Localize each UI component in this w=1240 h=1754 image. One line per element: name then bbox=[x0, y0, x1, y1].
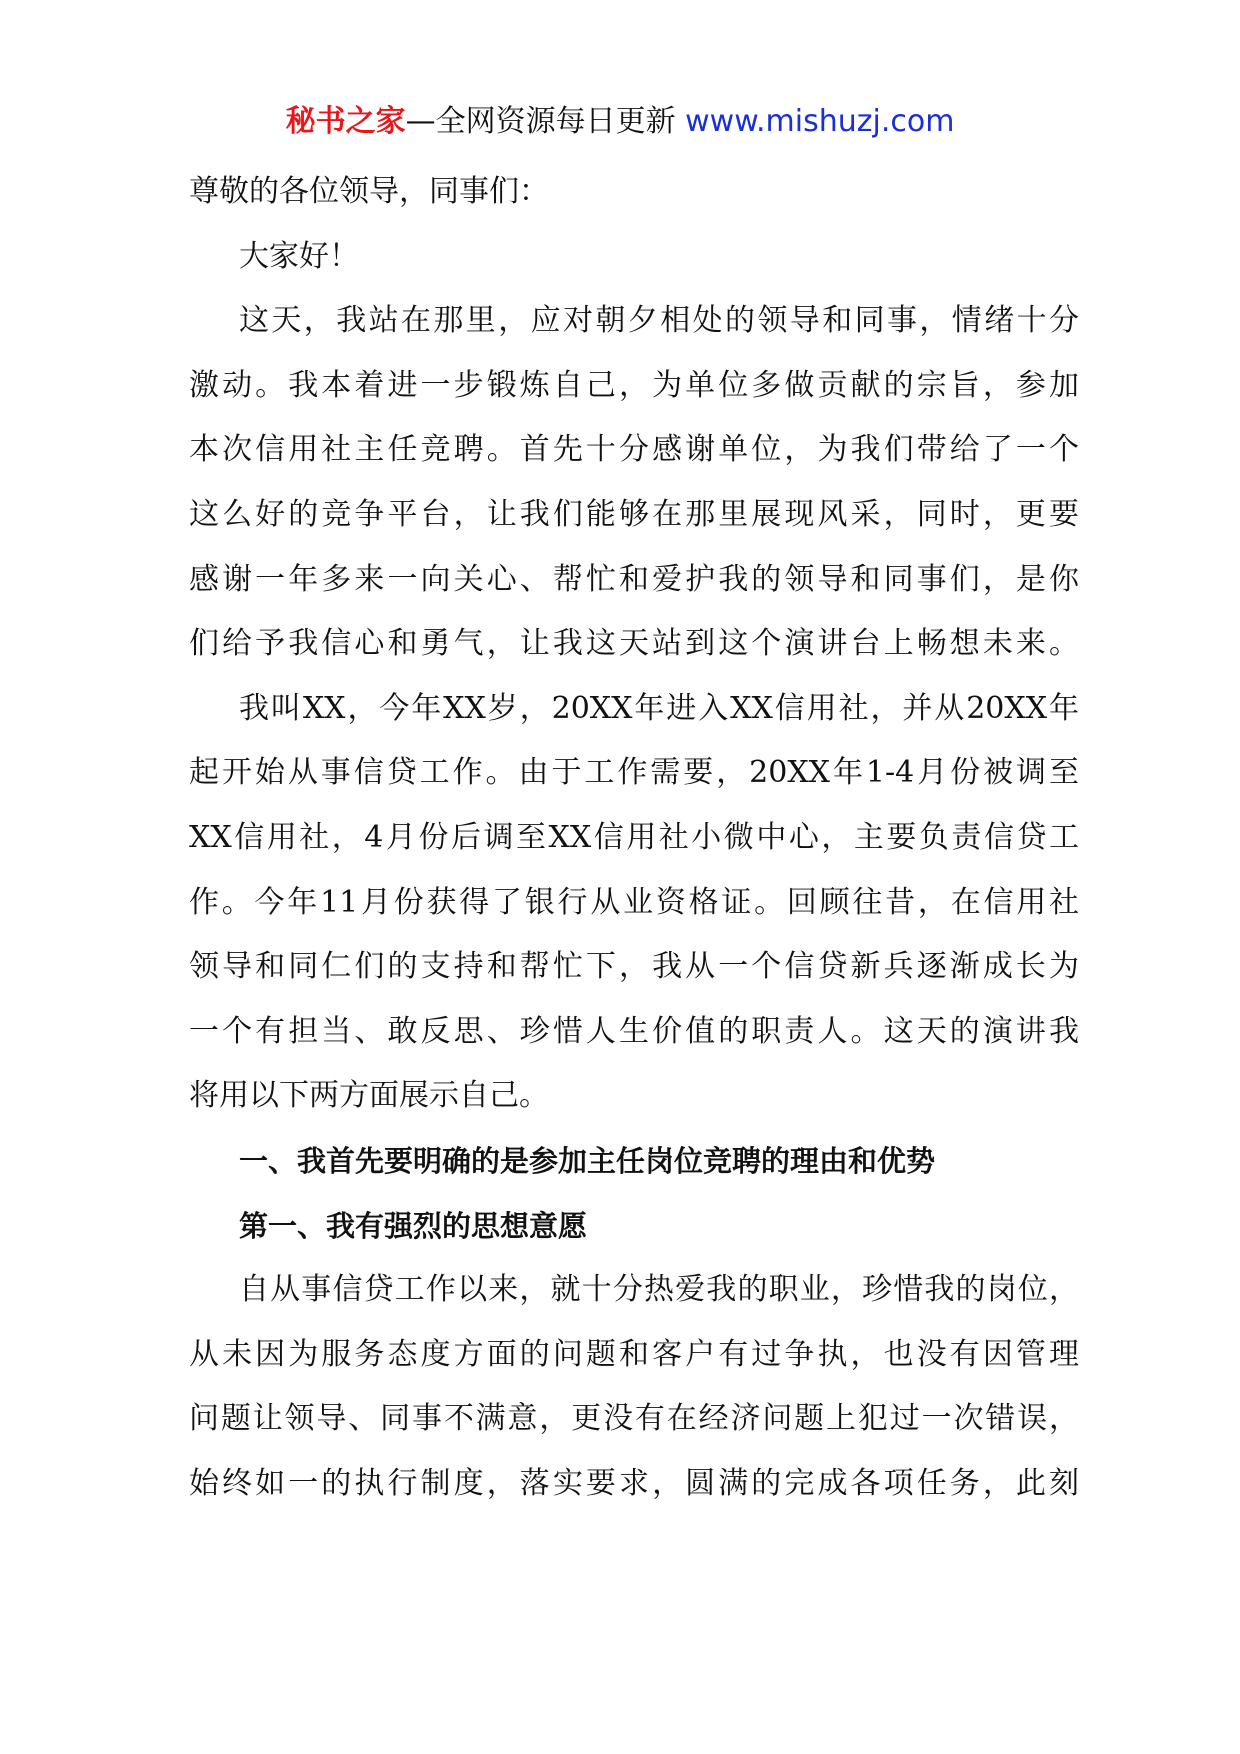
paragraph-line: 我叫XX，今年XX岁，20XX年进入XX信用社，并从20XX年 bbox=[239, 690, 1079, 726]
paragraph-line: 问题让领导、同事不满意，更没有在经济问题上犯过一次错误， bbox=[189, 1401, 1079, 1437]
paragraph-line: 一个有担当、敢反思、珍惜人生价值的职责人。这天的演讲我 bbox=[189, 1013, 1079, 1049]
paragraph-line: 这么好的竞争平台，让我们能够在那里展现风采，同时，更要 bbox=[189, 496, 1079, 532]
paragraph-line: 尊敬的各位领导，同事们： bbox=[189, 174, 549, 209]
paragraph-line: 感谢一年多来一向关心、帮忙和爱护我的领导和同事们，是你 bbox=[189, 561, 1079, 597]
paragraph-line: 自从事信贷工作以来，就十分热爱我的职业，珍惜我的岗位， bbox=[239, 1272, 1079, 1308]
document-body bbox=[189, 160, 1079, 1516]
paragraph-line: 们给予我信心和勇气，让我这天站到这个演讲台上畅想未来。 bbox=[189, 626, 1079, 662]
site-tagline: —全网资源每日更新 bbox=[405, 104, 676, 139]
paragraph-line: 这天，我站在那里，应对朝夕相处的领导和同事，情绪十分 bbox=[239, 303, 1079, 339]
paragraph-line: XX信用社，4月份后调至XX信用社小微中心，主要负责信贷工 bbox=[189, 819, 1079, 855]
paragraph-line: 将用以下两方面展示自己。 bbox=[189, 1078, 549, 1114]
paragraph-line: 激动。我本着进一步锻炼自己，为单位多做贡献的宗旨，参加 bbox=[189, 367, 1079, 403]
paragraph-line: 始终如一的执行制度，落实要求，圆满的完成各项任务，此刻 bbox=[189, 1465, 1079, 1501]
paragraph-line: 本次信用社主任竞聘。首先十分感谢单位，为我们带给了一个 bbox=[189, 432, 1079, 468]
paragraph-line: 起开始从事信贷工作。由于工作需要，20XX年1-4月份被调至 bbox=[189, 755, 1079, 791]
paragraph-line: 从未因为服务态度方面的问题和客户有过争执，也没有因管理 bbox=[189, 1336, 1079, 1372]
paragraph-line: 作。今年11月份获得了银行从业资格证。回顾往昔，在信用社 bbox=[189, 884, 1079, 920]
paragraph-line: 大家好！ bbox=[239, 238, 359, 274]
site-url-link[interactable]: www.mishuzj.com bbox=[685, 104, 955, 139]
section-heading: 第一、我有强烈的思想意愿 bbox=[239, 1208, 588, 1243]
site-brand: 秘书之家 bbox=[285, 104, 406, 139]
page-header bbox=[0, 100, 1240, 144]
paragraph-line: 领导和同仁们的支持和帮忙下，我从一个信贷新兵逐渐成长为 bbox=[189, 949, 1079, 985]
section-heading: 一、我首先要明确的是参加主任岗位竞聘的理由和优势 bbox=[239, 1143, 936, 1178]
